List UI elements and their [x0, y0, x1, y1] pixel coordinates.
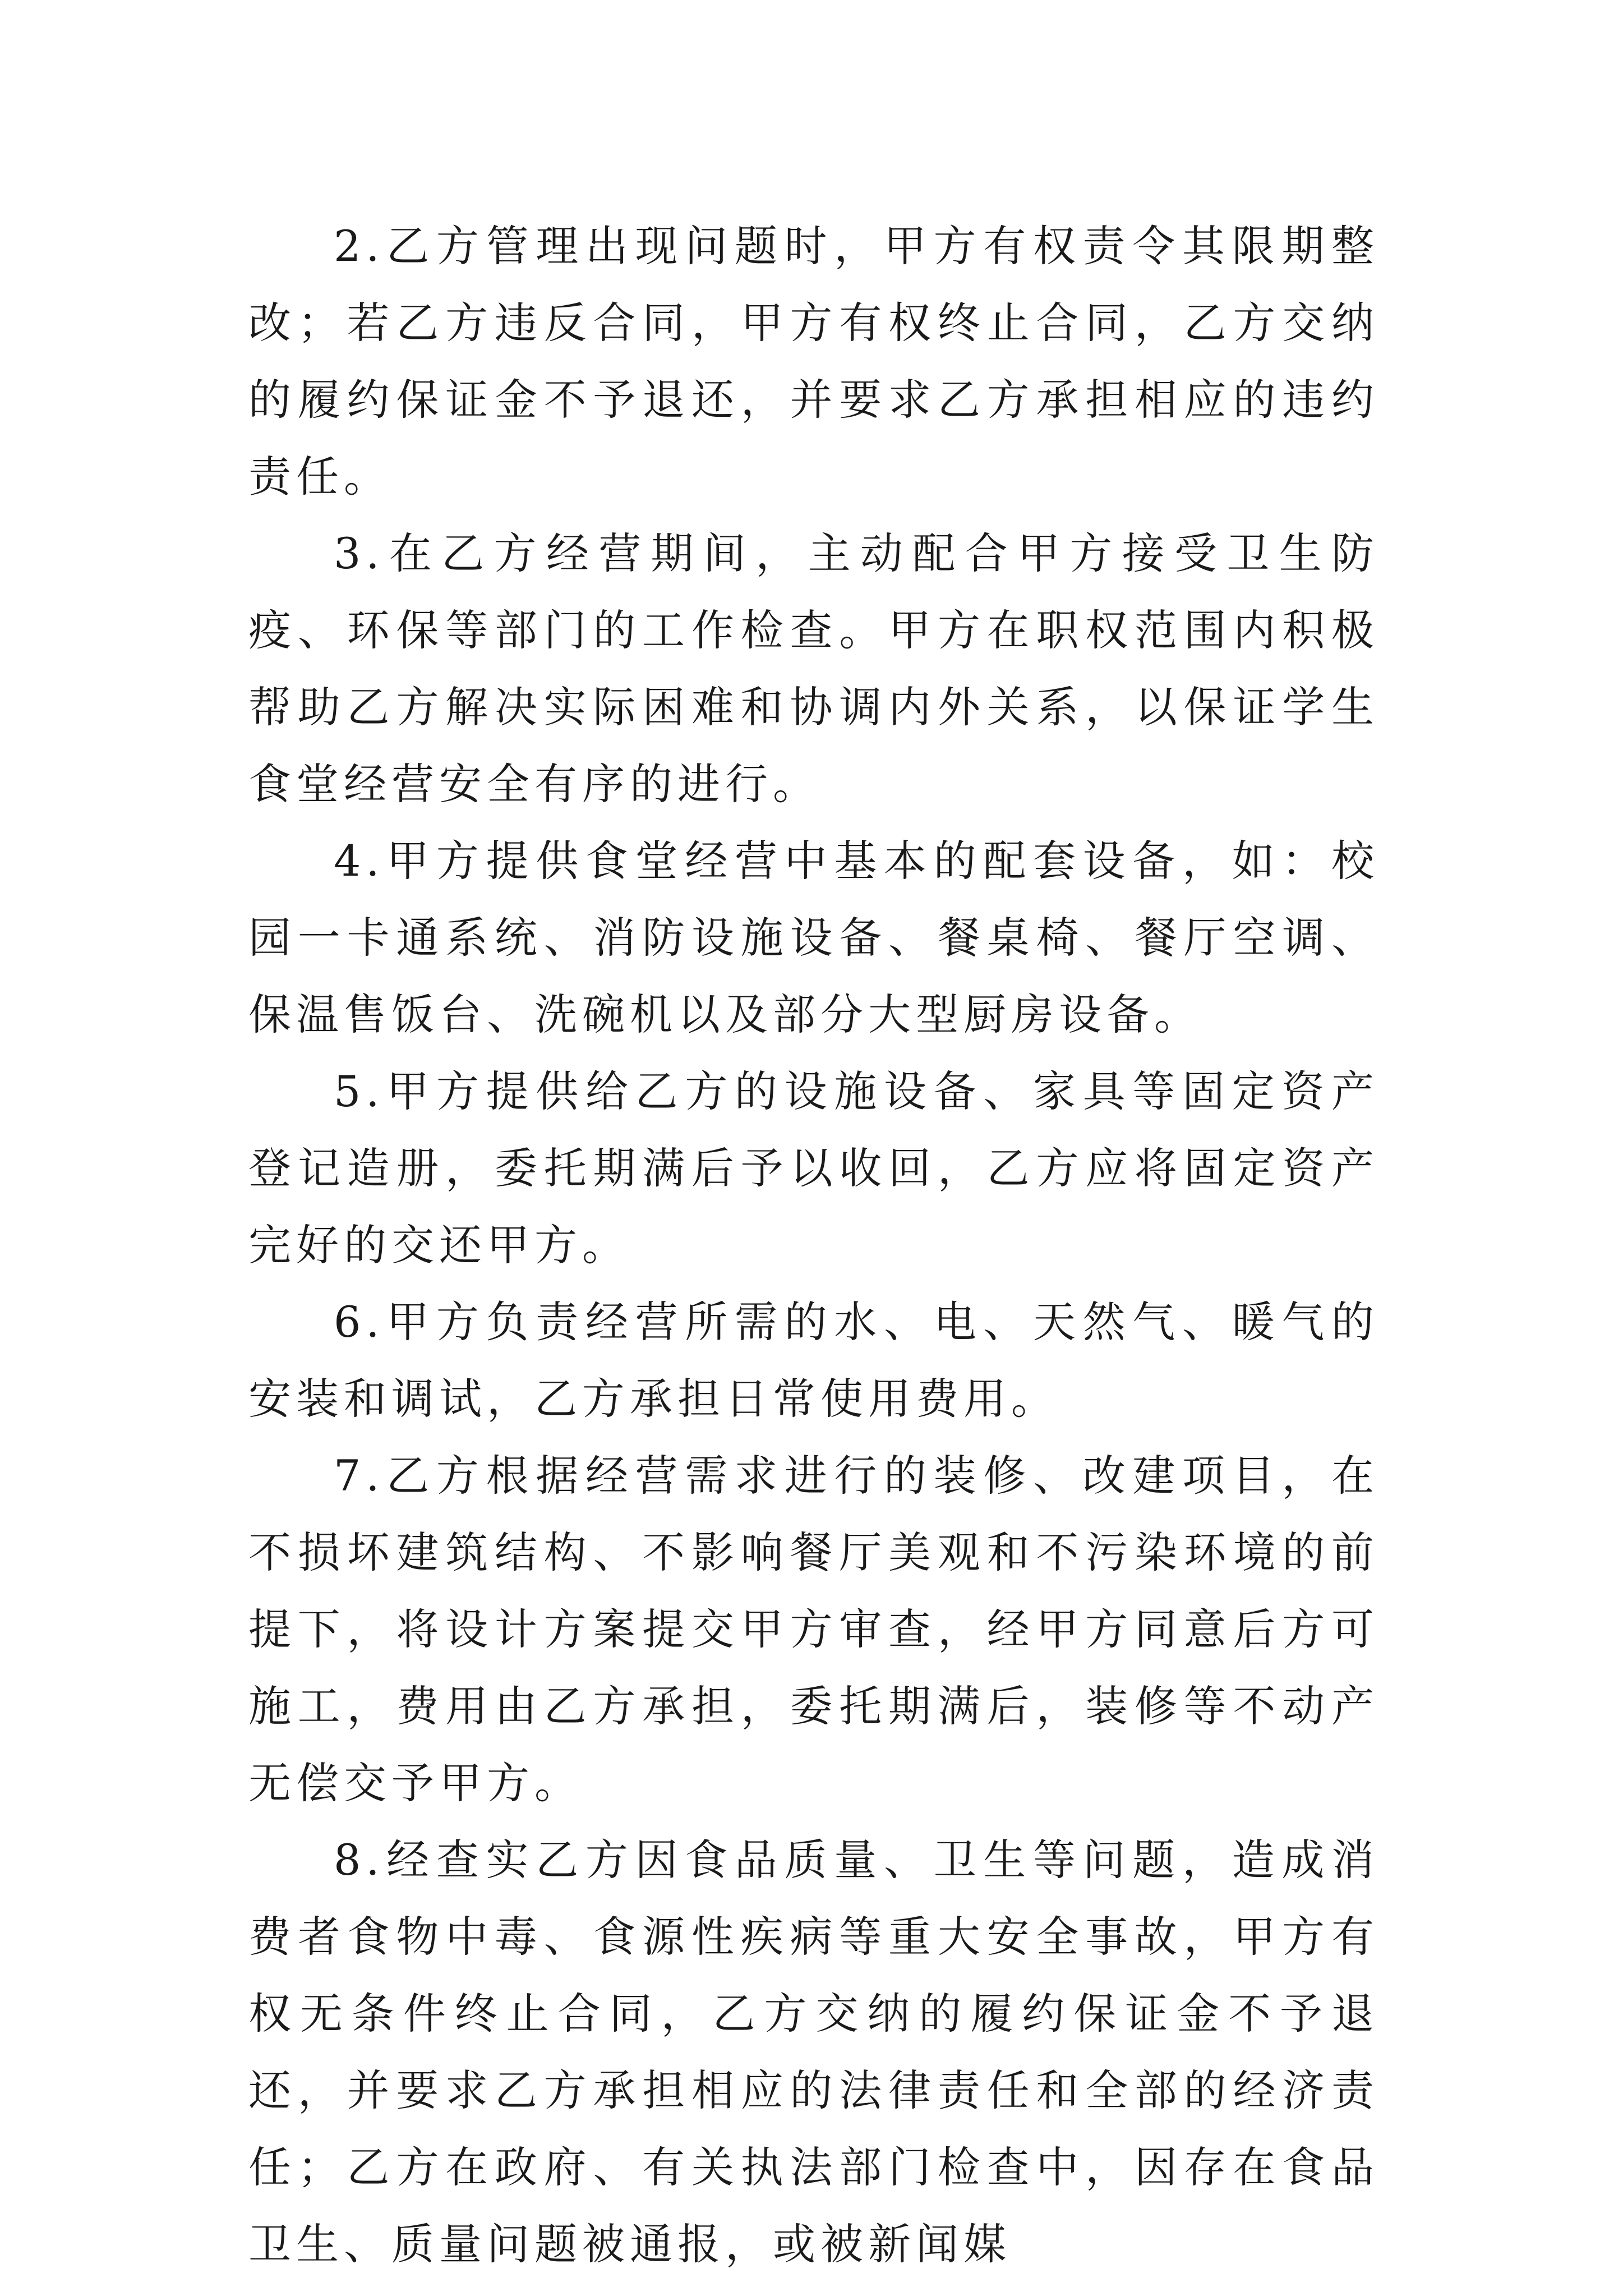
paragraph-clause-2: 2.乙方管理出现问题时，甲方有权责令其限期整改；若乙方违反合同，甲方有权终止合同，乙方交纳的履约保证金不予退还，并要求乙方承担相应的违约责任。	[248, 221, 1379, 501]
paragraph-clause-5: 5.甲方提供给乙方的设施设备、家具等固定资产登记造册，委托期满后予以收回，乙方应将固定资产完好的交还甲方。	[248, 1066, 1379, 1270]
paragraph-clause-4: 4.甲方提供食堂经营中基本的配套设备，如：校园一卡通系统、消防设施设备、餐桌椅、餐厅空调、保温售饭台、洗碗机以及部分大型厨房设备。	[248, 836, 1379, 1039]
paragraph-clause-3: 3.在乙方经营期间，主动配合甲方接受卫生防疫、环保等部门的工作检查。甲方在职权范围内积极帮助乙方解决实际困难和协调内外关系，以保证学生食堂经营安全有序的进行。	[248, 528, 1379, 809]
document-body	[248, 208, 1379, 2283]
paragraph-clause-6: 6.甲方负责经营所需的水、电、天然气、暖气的安装和调试，乙方承担日常使用费用。	[248, 1297, 1379, 1424]
paragraph-clause-8: 8.经查实乙方因食品质量、卫生等问题，造成消费者食物中毒、食源性疾病等重大安全事故，甲方有权无条件终止合同，乙方交纳的履约保证金不予退还，并要求乙方承担相应的法律责任和全部的经济责任；乙方在政府、有关执法部门检查中，因存在食品卫生、质量问题被通报，或被新闻媒	[248, 1835, 1379, 2269]
paragraph-clause-7: 7.乙方根据经营需求进行的装修、改建项目，在不损坏建筑结构、不影响餐厅美观和不污染环境的前提下，将设计方案提交甲方审查，经甲方同意后方可施工，费用由乙方承担，委托期满后，装修等不动产无偿交予甲方。	[248, 1451, 1379, 1808]
